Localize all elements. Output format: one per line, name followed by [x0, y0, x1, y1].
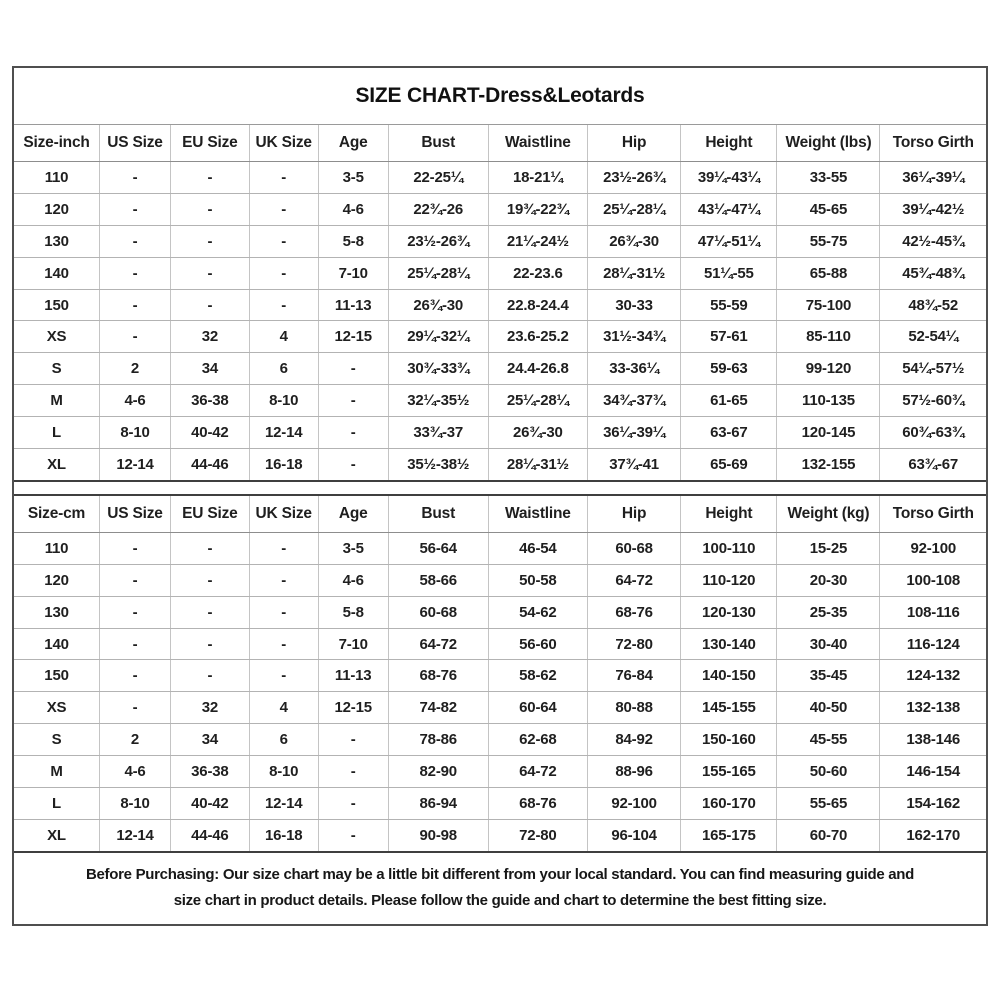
value-cell: 8-10 — [249, 756, 318, 788]
value-cell: 84-92 — [587, 724, 680, 756]
value-cell: 8-10 — [100, 788, 171, 820]
value-cell: 45¾-48¾ — [880, 257, 986, 289]
chart-title: SIZE CHART-Dress&Leotards — [355, 84, 645, 107]
value-cell: 26¾-30 — [488, 417, 587, 449]
value-cell: 30-33 — [587, 289, 680, 321]
value-cell: - — [170, 532, 249, 564]
column-header: Height — [681, 125, 777, 162]
column-header: EU Size — [170, 125, 249, 162]
value-cell: 40-50 — [777, 692, 880, 724]
value-cell: 54¼-57½ — [880, 353, 986, 385]
column-header: Size-cm — [14, 495, 100, 533]
value-cell: 63-67 — [681, 417, 777, 449]
value-cell: 63¾-67 — [880, 449, 986, 481]
size-table-inch — [14, 125, 986, 482]
value-cell: 24.4-26.8 — [488, 353, 587, 385]
value-cell: 44-46 — [170, 449, 249, 481]
value-cell: 12-14 — [249, 417, 318, 449]
value-cell: 75-100 — [777, 289, 880, 321]
value-cell: 12-14 — [100, 819, 171, 851]
value-cell: 23½-26¾ — [587, 162, 680, 194]
size-table-cm — [14, 494, 986, 853]
value-cell: - — [318, 819, 388, 851]
value-cell: 34 — [170, 353, 249, 385]
size-label-cell: 150 — [14, 660, 100, 692]
value-cell: 138-146 — [880, 724, 986, 756]
table-row — [14, 564, 986, 596]
value-cell: 132-155 — [777, 449, 880, 481]
size-label-cell: 120 — [14, 564, 100, 596]
size-label-cell: M — [14, 756, 100, 788]
value-cell: - — [170, 596, 249, 628]
value-cell: - — [249, 564, 318, 596]
value-cell: 4 — [249, 692, 318, 724]
value-cell: 36-38 — [170, 385, 249, 417]
column-header: Hip — [587, 495, 680, 533]
value-cell: 6 — [249, 724, 318, 756]
note-line-2: size chart in product details. Please follow the guide and chart to determine the best fitting size. — [173, 891, 827, 909]
table-row — [14, 385, 986, 417]
value-cell: 160-170 — [681, 788, 777, 820]
table-row — [14, 321, 986, 353]
value-cell: 155-165 — [681, 756, 777, 788]
value-cell: - — [249, 257, 318, 289]
value-cell: 57½-60¾ — [880, 385, 986, 417]
value-cell: 46-54 — [488, 532, 587, 564]
value-cell: 4-6 — [100, 385, 171, 417]
table-row — [14, 193, 986, 225]
value-cell: 35½-38½ — [388, 449, 488, 481]
value-cell: - — [249, 162, 318, 194]
value-cell: 116-124 — [880, 628, 986, 660]
value-cell: 30-40 — [777, 628, 880, 660]
value-cell: 36¼-39¼ — [880, 162, 986, 194]
value-cell: 88-96 — [587, 756, 680, 788]
value-cell: 4-6 — [100, 756, 171, 788]
column-header: Hip — [587, 125, 680, 162]
size-label-cell: S — [14, 353, 100, 385]
value-cell: 68-76 — [488, 788, 587, 820]
value-cell: 96-104 — [587, 819, 680, 851]
value-cell: 48¾-52 — [880, 289, 986, 321]
header-row — [14, 495, 986, 533]
value-cell: 32 — [170, 692, 249, 724]
value-cell: 59-63 — [681, 353, 777, 385]
value-cell: 31½-34¾ — [587, 321, 680, 353]
value-cell: - — [100, 660, 171, 692]
value-cell: 15-25 — [777, 532, 880, 564]
value-cell: 80-88 — [587, 692, 680, 724]
value-cell: - — [170, 289, 249, 321]
value-cell: 37¾-41 — [587, 449, 680, 481]
value-cell: 33¾-37 — [388, 417, 488, 449]
value-cell: 68-76 — [587, 596, 680, 628]
purchase-note — [14, 853, 986, 914]
value-cell: - — [100, 596, 171, 628]
value-cell: 43¼-47¼ — [681, 193, 777, 225]
size-label-cell: XL — [47, 455, 66, 473]
size-label-cell: 140 — [14, 257, 100, 289]
value-cell: 12-14 — [249, 788, 318, 820]
value-cell: 23.6-25.2 — [488, 321, 587, 353]
column-header: US Size — [100, 495, 171, 533]
value-cell: - — [100, 193, 171, 225]
value-cell: 11-13 — [318, 289, 388, 321]
value-cell: - — [170, 660, 249, 692]
value-cell: 120-130 — [681, 596, 777, 628]
value-cell: 26¾-30 — [388, 289, 488, 321]
value-cell: - — [100, 628, 171, 660]
table-row — [14, 417, 986, 449]
value-cell: 28¼-31½ — [587, 257, 680, 289]
value-cell: 20-30 — [777, 564, 880, 596]
value-cell: - — [249, 532, 318, 564]
value-cell: 62-68 — [488, 724, 587, 756]
value-cell: 132-138 — [880, 692, 986, 724]
value-cell: 32 — [170, 321, 249, 353]
value-cell: 25¼-28¼ — [488, 385, 587, 417]
table-row — [14, 724, 986, 756]
value-cell: 51¼-55 — [681, 257, 777, 289]
value-cell: 146-154 — [880, 756, 986, 788]
value-cell: - — [100, 692, 171, 724]
title-section — [14, 68, 986, 125]
value-cell: 58-66 — [388, 564, 488, 596]
column-header: Size-inch — [14, 125, 100, 162]
table-row — [14, 289, 986, 321]
value-cell: 92-100 — [880, 532, 986, 564]
value-cell: 145-155 — [681, 692, 777, 724]
size-label-cell: 140 — [14, 628, 100, 660]
value-cell: 47¼-51¼ — [681, 225, 777, 257]
value-cell: - — [100, 564, 171, 596]
value-cell: 68-76 — [388, 660, 488, 692]
value-cell: 74-82 — [388, 692, 488, 724]
value-cell: 33-36¼ — [587, 353, 680, 385]
table-row — [14, 532, 986, 564]
value-cell: 42½-45¾ — [880, 225, 986, 257]
value-cell: 60-68 — [587, 532, 680, 564]
value-cell: 3-5 — [318, 532, 388, 564]
value-cell: 7-10 — [318, 628, 388, 660]
value-cell: 18-21¼ — [488, 162, 587, 194]
size-label-cell: XS — [14, 692, 100, 724]
size-label-cell: L — [14, 417, 100, 449]
value-cell: 56-64 — [388, 532, 488, 564]
value-cell: - — [170, 193, 249, 225]
value-cell: 58-62 — [488, 660, 587, 692]
value-cell: 99-120 — [777, 353, 880, 385]
value-cell: 100-108 — [880, 564, 986, 596]
table-row — [14, 596, 986, 628]
value-cell: - — [318, 756, 388, 788]
value-cell: 39¼-43¼ — [681, 162, 777, 194]
header-row — [14, 125, 986, 162]
value-cell: 52-54¼ — [880, 321, 986, 353]
value-cell: - — [100, 532, 171, 564]
value-cell: 33-55 — [777, 162, 880, 194]
value-cell: - — [318, 724, 388, 756]
value-cell: 130-140 — [681, 628, 777, 660]
value-cell: 40-42 — [170, 788, 249, 820]
size-label-cell: M — [14, 385, 100, 417]
value-cell: 150-160 — [681, 724, 777, 756]
size-label-cell: L — [14, 788, 100, 820]
value-cell: 140-150 — [681, 660, 777, 692]
value-cell: 72-80 — [587, 628, 680, 660]
value-cell: 124-132 — [880, 660, 986, 692]
value-cell: 25¼-28¼ — [587, 193, 680, 225]
value-cell: - — [249, 193, 318, 225]
value-cell: 45-55 — [777, 724, 880, 756]
value-cell: - — [100, 289, 171, 321]
value-cell: 60-70 — [777, 819, 880, 851]
value-cell: 34¾-37¾ — [587, 385, 680, 417]
column-header: Age — [318, 495, 388, 533]
value-cell: 12-15 — [318, 321, 388, 353]
value-cell: - — [170, 628, 249, 660]
value-cell: 55-75 — [777, 225, 880, 257]
value-cell: 60-64 — [488, 692, 587, 724]
value-cell: - — [170, 564, 249, 596]
note-line-1: Before Purchasing: Our size chart may be a little bit different from your local standard. You can find measuring guide and — [85, 865, 914, 883]
value-cell: 12-15 — [318, 692, 388, 724]
value-cell: 7-10 — [318, 257, 388, 289]
value-cell: - — [249, 596, 318, 628]
table-gap — [14, 482, 986, 494]
value-cell: 72-80 — [488, 819, 587, 851]
value-cell: 65-69 — [681, 449, 777, 481]
value-cell: 22-25¼ — [388, 162, 488, 194]
value-cell: 26¾-30 — [587, 225, 680, 257]
value-cell: 35-45 — [777, 660, 880, 692]
value-cell: 39¼-42½ — [880, 193, 986, 225]
value-cell: - — [170, 162, 249, 194]
value-cell: 8-10 — [100, 417, 171, 449]
value-cell: 36¼-39¼ — [587, 417, 680, 449]
table-row — [14, 660, 986, 692]
value-cell: 100-110 — [681, 532, 777, 564]
size-chart-card — [12, 66, 988, 926]
size-label-cell: XS — [14, 321, 100, 353]
value-cell: 92-100 — [587, 788, 680, 820]
value-cell: - — [170, 225, 249, 257]
value-cell: 11-13 — [318, 660, 388, 692]
value-cell: 60-68 — [388, 596, 488, 628]
table-row — [14, 628, 986, 660]
size-label-cell: 110 — [14, 532, 100, 564]
column-header: Weight (lbs) — [777, 125, 880, 162]
table-row — [14, 756, 986, 788]
value-cell: 110-120 — [681, 564, 777, 596]
value-cell: - — [249, 660, 318, 692]
value-cell: 40-42 — [170, 417, 249, 449]
table-row — [14, 692, 986, 724]
size-label-cell: 120 — [14, 193, 100, 225]
value-cell: 60¾-63¾ — [880, 417, 986, 449]
size-label-cell: 150 — [14, 289, 100, 321]
value-cell: - — [249, 289, 318, 321]
value-cell: 36-38 — [170, 756, 249, 788]
value-cell: 19¾-22¾ — [488, 193, 587, 225]
value-cell: 56-60 — [488, 628, 587, 660]
value-cell: 165-175 — [681, 819, 777, 851]
value-cell: - — [100, 225, 171, 257]
value-cell: 64-72 — [587, 564, 680, 596]
value-cell: 3-5 — [318, 162, 388, 194]
value-cell: 22.8-24.4 — [488, 289, 587, 321]
value-cell: 8-10 — [249, 385, 318, 417]
value-cell: 4-6 — [318, 193, 388, 225]
column-header: Waistline — [488, 125, 587, 162]
value-cell: 28¼-31½ — [488, 449, 587, 481]
value-cell: 64-72 — [488, 756, 587, 788]
value-cell: - — [100, 162, 171, 194]
value-cell: 90-98 — [388, 819, 488, 851]
value-cell: 21¼-24½ — [488, 225, 587, 257]
value-cell: 45-65 — [777, 193, 880, 225]
size-label-cell: 130 — [14, 225, 100, 257]
table-row — [14, 788, 986, 820]
value-cell: 50-58 — [488, 564, 587, 596]
value-cell: 16-18 — [249, 819, 318, 851]
column-header: Bust — [388, 495, 488, 533]
value-cell: 30¾-33¾ — [388, 353, 488, 385]
value-cell: 22¾-26 — [388, 193, 488, 225]
value-cell: 110-135 — [777, 385, 880, 417]
value-cell: - — [100, 257, 171, 289]
value-cell: - — [318, 788, 388, 820]
column-header: UK Size — [249, 495, 318, 533]
size-label-cell: S — [14, 724, 100, 756]
value-cell: - — [249, 628, 318, 660]
value-cell: 23½-26¾ — [388, 225, 488, 257]
size-label-cell: XL — [47, 826, 66, 844]
value-cell: 162-170 — [880, 819, 986, 851]
value-cell: 4-6 — [318, 564, 388, 596]
value-cell: 5-8 — [318, 225, 388, 257]
value-cell: 16-18 — [249, 449, 318, 481]
table-row — [14, 819, 986, 851]
column-header: Bust — [388, 125, 488, 162]
value-cell: - — [249, 225, 318, 257]
value-cell: 120-145 — [777, 417, 880, 449]
column-header: EU Size — [170, 495, 249, 533]
value-cell: 86-94 — [388, 788, 488, 820]
value-cell: 5-8 — [318, 596, 388, 628]
value-cell: 29¼-32¼ — [388, 321, 488, 353]
column-header: Torso Girth — [880, 495, 986, 533]
value-cell: 50-60 — [777, 756, 880, 788]
value-cell: - — [170, 257, 249, 289]
column-header: UK Size — [249, 125, 318, 162]
table-row — [14, 353, 986, 385]
table-row — [14, 257, 986, 289]
value-cell: 65-88 — [777, 257, 880, 289]
value-cell: 25¼-28¼ — [388, 257, 488, 289]
value-cell: 2 — [100, 353, 171, 385]
value-cell: 55-59 — [681, 289, 777, 321]
column-header: Height — [681, 495, 777, 533]
size-label-cell: 130 — [14, 596, 100, 628]
value-cell: 12-14 — [100, 449, 171, 481]
table-row — [14, 162, 986, 194]
table-row — [14, 449, 986, 481]
size-label-cell: 110 — [14, 162, 100, 194]
value-cell: 54-62 — [488, 596, 587, 628]
value-cell: 61-65 — [681, 385, 777, 417]
value-cell: 25-35 — [777, 596, 880, 628]
value-cell: - — [100, 321, 171, 353]
column-header: Torso Girth — [880, 125, 986, 162]
value-cell: 22-23.6 — [488, 257, 587, 289]
value-cell: 55-65 — [777, 788, 880, 820]
value-cell: 44-46 — [170, 819, 249, 851]
value-cell: - — [318, 417, 388, 449]
value-cell: - — [318, 385, 388, 417]
column-header: Waistline — [488, 495, 587, 533]
value-cell: 82-90 — [388, 756, 488, 788]
value-cell: 78-86 — [388, 724, 488, 756]
value-cell: - — [318, 449, 388, 481]
value-cell: 4 — [249, 321, 318, 353]
value-cell: 85-110 — [777, 321, 880, 353]
value-cell: 108-116 — [880, 596, 986, 628]
value-cell: 64-72 — [388, 628, 488, 660]
value-cell: 76-84 — [587, 660, 680, 692]
value-cell: 34 — [170, 724, 249, 756]
column-header: Age — [318, 125, 388, 162]
column-header: Weight (kg) — [777, 495, 880, 533]
column-header: US Size — [100, 125, 171, 162]
value-cell: 57-61 — [681, 321, 777, 353]
value-cell: 32¼-35½ — [388, 385, 488, 417]
value-cell: 2 — [100, 724, 171, 756]
table-row — [14, 225, 986, 257]
value-cell: - — [318, 353, 388, 385]
value-cell: 6 — [249, 353, 318, 385]
value-cell: 154-162 — [880, 788, 986, 820]
